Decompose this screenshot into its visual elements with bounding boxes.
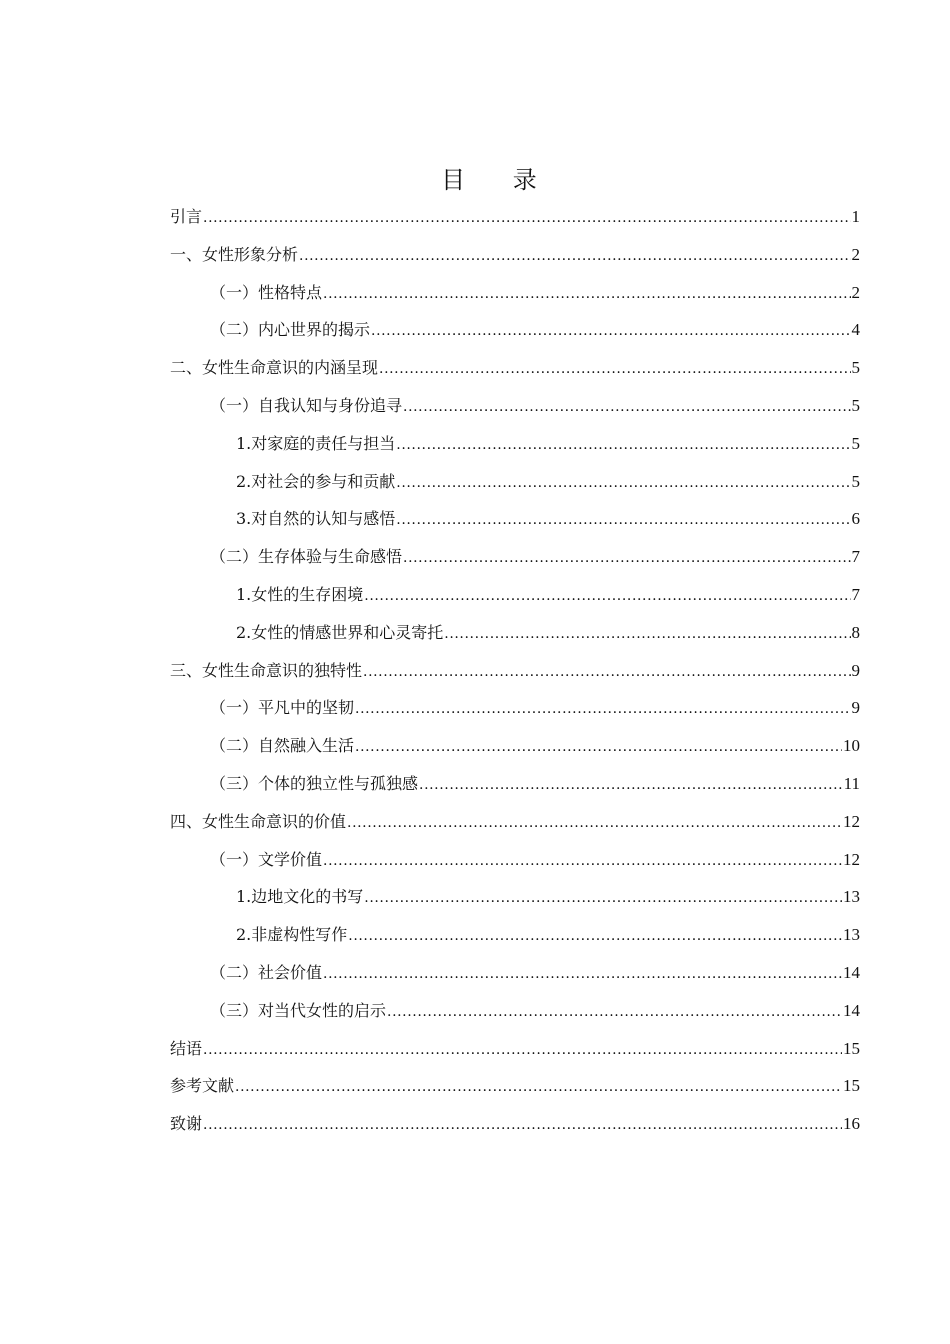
toc-entry[interactable] [170, 992, 860, 1030]
toc-entry-page-number: 5 [851, 358, 860, 378]
toc-entry[interactable] [170, 1030, 860, 1068]
toc-dot-leader [379, 351, 850, 389]
toc-entry[interactable] [170, 576, 860, 614]
toc-dot-leader [403, 540, 850, 578]
toc-entry-page-number: 13 [843, 887, 860, 907]
toc-entry-page-number: 12 [843, 811, 860, 831]
toc-dot-leader [203, 200, 850, 238]
toc-dot-leader [323, 843, 842, 881]
toc-entry-page-number: 6 [851, 509, 860, 529]
toc-entry[interactable] [170, 387, 860, 425]
toc-entry-label: （一）文学价值 [210, 849, 323, 869]
toc-entry[interactable] [170, 954, 860, 992]
toc-dot-leader [403, 389, 850, 427]
toc-entry-label: 四、女性生命意识的价值 [170, 811, 347, 831]
toc-entry[interactable] [170, 236, 860, 274]
toc-dot-leader [203, 1032, 842, 1070]
toc-entry-label: （二）自然融入生活 [210, 736, 355, 756]
toc-entry[interactable] [170, 803, 860, 841]
toc-entry-page-number: 13 [843, 925, 860, 945]
toc-entry-page-number: 12 [843, 849, 860, 869]
toc-dot-leader [371, 313, 850, 351]
toc-entry-page-number: 14 [843, 1000, 860, 1020]
toc-entry-label: 3.对自然的认知与感悟 [236, 509, 396, 529]
toc-entry-page-number: 9 [851, 660, 860, 680]
toc-dot-leader [323, 276, 850, 314]
toc-dot-leader [203, 1107, 842, 1145]
toc-entry-label: （一）自我认知与身份追寻 [210, 395, 403, 415]
toc-dot-leader [396, 502, 850, 540]
toc-entry-label: 结语 [170, 1038, 203, 1058]
toc-entry[interactable] [170, 463, 860, 501]
toc-dot-leader [235, 1069, 842, 1107]
toc-entry[interactable] [170, 727, 860, 765]
toc-dot-leader [387, 994, 842, 1032]
toc-entry-page-number: 15 [843, 1076, 860, 1096]
toc-entry-page-number: 9 [851, 698, 860, 718]
table-of-contents [170, 198, 860, 1143]
toc-entry-label: 致谢 [170, 1114, 203, 1134]
toc-entry-label: 1.边地文化的书写 [236, 887, 364, 907]
toc-entry-page-number: 5 [851, 433, 860, 453]
toc-entry-page-number: 14 [843, 962, 860, 982]
toc-entry[interactable] [170, 652, 860, 690]
toc-title: 目 录 [441, 166, 557, 195]
toc-dot-leader [396, 465, 850, 503]
toc-entry-page-number: 2 [851, 244, 860, 264]
toc-entry-page-number: 2 [851, 282, 860, 302]
toc-dot-leader [396, 427, 850, 465]
toc-entry-label: 二、女性生命意识的内涵呈现 [170, 358, 379, 378]
toc-dot-leader [364, 880, 842, 918]
toc-entry-label: （二）生存体验与生命感悟 [210, 547, 403, 567]
toc-entry[interactable] [170, 614, 860, 652]
toc-entry[interactable] [170, 500, 860, 538]
toc-entry[interactable] [170, 198, 860, 236]
toc-entry[interactable] [170, 689, 860, 727]
toc-entry-label: （三）个体的独立性与孤独感 [210, 773, 419, 793]
toc-dot-leader [323, 956, 842, 994]
toc-entry-label: （二）内心世界的揭示 [210, 320, 371, 340]
toc-entry[interactable] [170, 916, 860, 954]
toc-entry-label: 三、女性生命意识的独特性 [170, 660, 363, 680]
toc-entry-label: （一）性格特点 [210, 282, 323, 302]
toc-entry-page-number: 7 [851, 584, 860, 604]
toc-entry-label: 2.对社会的参与和贡献 [236, 471, 396, 491]
toc-entry-label: （三）对当代女性的启示 [210, 1000, 387, 1020]
toc-entry-page-number: 16 [843, 1114, 860, 1134]
toc-dot-leader [363, 654, 850, 692]
toc-entry-label: 一、女性形象分析 [170, 244, 299, 264]
toc-entry-label: 1.女性的生存困境 [236, 584, 364, 604]
toc-dot-leader [419, 767, 843, 805]
toc-entry-label: （二）社会价值 [210, 962, 323, 982]
toc-dot-leader [347, 805, 842, 843]
toc-entry[interactable] [170, 1067, 860, 1105]
toc-entry-page-number: 1 [851, 207, 860, 226]
toc-dot-leader [299, 238, 850, 276]
toc-entry[interactable] [170, 538, 860, 576]
toc-entry-label: 引言 [170, 207, 203, 226]
toc-dot-leader [355, 691, 850, 729]
toc-entry-page-number: 8 [851, 622, 860, 642]
toc-entry-label: 2.女性的情感世界和心灵寄托 [236, 622, 444, 642]
toc-dot-leader [444, 616, 850, 654]
toc-entry-page-number: 5 [851, 471, 860, 491]
toc-dot-leader [348, 918, 842, 956]
toc-entry-page-number: 7 [851, 547, 860, 567]
toc-entry-label: 1.对家庭的责任与担当 [236, 433, 396, 453]
toc-entry[interactable] [170, 425, 860, 463]
toc-entry-label: （一）平凡中的坚韧 [210, 698, 355, 718]
toc-entry[interactable] [170, 878, 860, 916]
toc-entry-page-number: 15 [843, 1038, 860, 1058]
toc-entry-page-number: 5 [851, 395, 860, 415]
toc-entry-label: 2.非虚构性写作 [236, 925, 348, 945]
toc-entry[interactable] [170, 841, 860, 879]
toc-entry-page-number: 11 [843, 773, 860, 793]
toc-entry[interactable] [170, 349, 860, 387]
toc-entry[interactable] [170, 274, 860, 312]
toc-entry[interactable] [170, 1105, 860, 1143]
toc-entry[interactable] [170, 311, 860, 349]
toc-entry-label: 参考文献 [170, 1076, 235, 1096]
toc-dot-leader [355, 729, 842, 767]
toc-entry[interactable] [170, 765, 860, 803]
toc-entry-page-number: 4 [851, 320, 860, 340]
toc-entry-page-number: 10 [843, 736, 860, 756]
toc-dot-leader [364, 578, 850, 616]
